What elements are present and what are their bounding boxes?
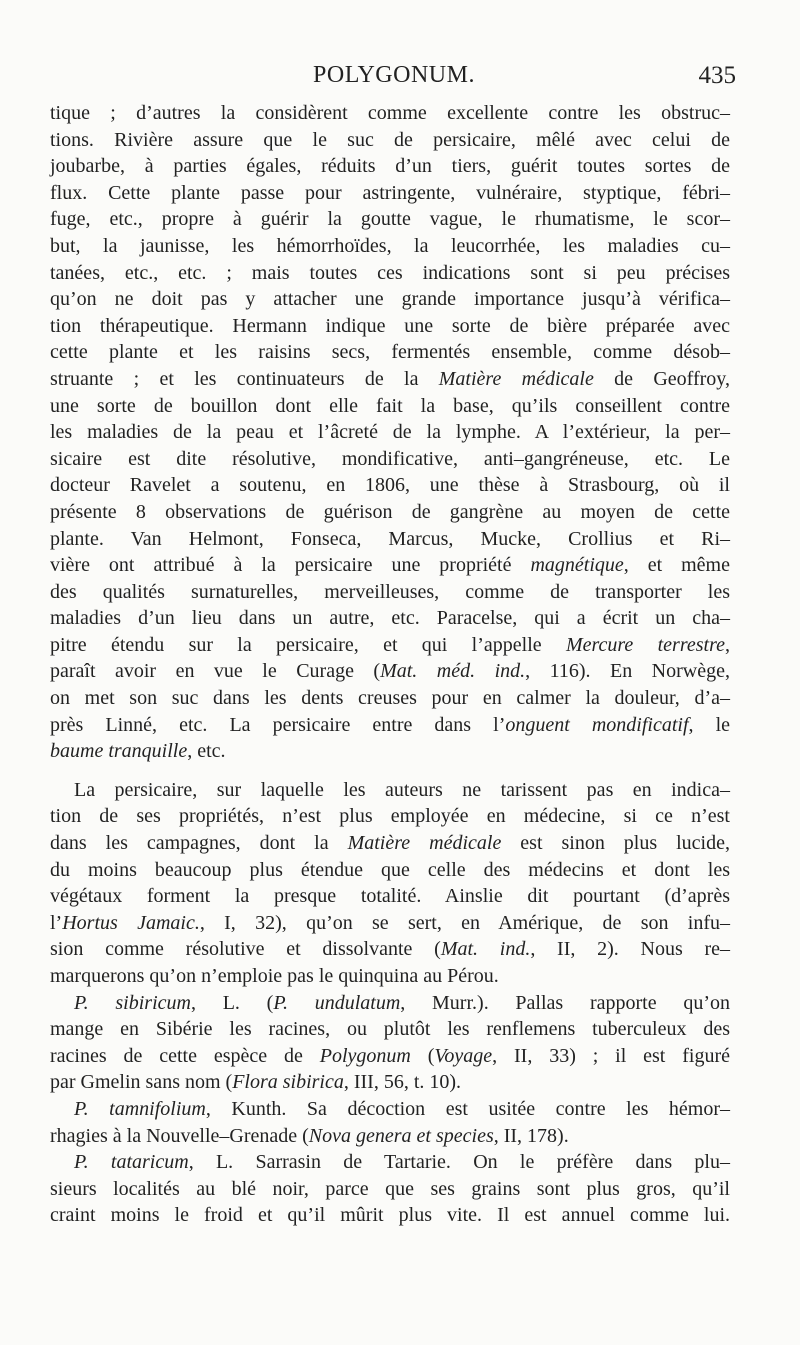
text-line: près Linné, etc. La persicaire entre dans l’onguent mondificatif, le <box>50 713 731 736</box>
text-line: marquerons qu’on n’emploie pas le quinquina au Pérou. <box>50 965 499 987</box>
text-line: une sorte de bouillon dont elle fait la base, qu’ils conseillent contre <box>50 394 730 417</box>
text-line: struante ; et les continuateurs de la Matière médicale de Geoffroy, <box>50 367 730 390</box>
text-line: on met son suc dans les dents creuses pour en calmer la douleur, d’a– <box>50 687 730 710</box>
text-line: tion thérapeutique. Hermann indique une sorte de bière préparée avec <box>50 314 730 337</box>
italic-term: Polygonum <box>319 1044 411 1067</box>
text-line: plante. Van Helmont, Fonseca, Marcus, Mucke, Crollius et Ri– <box>50 527 730 550</box>
body-text <box>50 100 730 1229</box>
page-number: 435 <box>698 62 736 89</box>
text-line: présente 8 observations de guérison de gangrène au moyen de cette <box>50 500 730 523</box>
italic-reference: Flora sibirica <box>232 1071 344 1094</box>
running-title: POLYGONUM. <box>313 62 475 88</box>
text-line: P. tamnifolium, Kunth. Sa décoction est usitée contre les hémor– <box>74 1097 730 1120</box>
species-name: P. tataricum <box>74 1151 189 1174</box>
text-line: docteur Ravelet a soutenu, en 1806, une thèse à Strasbourg, où il <box>50 474 730 497</box>
italic-reference: Voyage <box>434 1044 493 1067</box>
italic-term: onguent mondificatif <box>505 713 689 736</box>
text-line: sicaire est dite résolutive, mondificative, anti–gangréneuse, etc. Le <box>50 447 730 470</box>
text-line: des qualités surnaturelles, merveilleuses, comme de transporter les <box>50 580 730 603</box>
species-name: P. tamnifolium <box>74 1097 206 1120</box>
text-line: vière ont attribué à la persicaire une propriété magnétique, et même <box>50 554 730 577</box>
text-line: tique ; d’autres la considèrent comme excellente contre les obstruc– <box>50 102 730 124</box>
italic-title: Matière médicale <box>438 367 594 390</box>
text-line: tions. Rivière assure que le suc de persicaire, mêlé avec celui de <box>50 128 730 151</box>
text-line: les maladies de la peau et l’âcreté de la lymphe. A l’extérieur, la per– <box>50 421 730 444</box>
text-line: La persicaire, sur laquelle les auteurs ne tarissent pas en indica– <box>74 778 730 801</box>
text-line: craint moins le froid et qu’il mûrit plus vite. Il est annuel comme lui. <box>50 1204 730 1227</box>
italic-reference: Hortus Jamaic. <box>62 911 200 934</box>
text-line: paraît avoir en vue le Curage (Mat. méd. ind., 116). En Norwège, <box>50 660 730 683</box>
running-head <box>52 62 736 98</box>
text-line: joubarbe, à parties égales, réduits d’un tiers, guérit toutes sortes de <box>50 155 730 178</box>
text-line: végétaux forment la presque totalité. Ainslie dit pourtant (d’après <box>50 885 730 908</box>
text-line: but, la jaunisse, les hémorrhoïdes, la leucorrhée, les maladies cu– <box>50 234 730 257</box>
text-line: pitre étendu sur la persicaire, et qui l’appelle Mercure terrestre, <box>50 633 731 656</box>
text-line: tanées, etc., etc. ; mais toutes ces indications sont si peu précises <box>50 261 730 284</box>
text-line: dans les campagnes, dont la Matière médicale est sinon plus lucide, <box>50 832 730 855</box>
paragraph-gap <box>50 765 730 777</box>
italic-term: Mercure terrestre <box>565 633 726 656</box>
species-name: P. undulatum <box>273 991 401 1014</box>
italic-title: Matière médicale <box>347 832 502 855</box>
italic-reference: Mat. ind. <box>440 938 531 961</box>
text-line: tion de ses propriétés, n’est plus employée en médecine, si ce n’est <box>50 805 730 828</box>
text-line: cette plante et les raisins secs, fermentés ensemble, comme désob– <box>50 341 730 364</box>
text-line: P. tataricum, L. Sarrasin de Tartarie. On le préfère dans plu– <box>74 1151 730 1174</box>
text-line: qu’on ne doit pas y attacher une grande importance jusqu’à vérifica– <box>50 288 730 311</box>
text-line: racines de cette espèce de Polygonum (Voyage, II, 33) ; il est figuré <box>50 1044 730 1067</box>
text-line: par Gmelin sans nom (Flora sibirica, III, 56, t. 10). <box>50 1071 462 1094</box>
text-line: flux. Cette plante passe pour astringente, vulnéraire, styptique, fébri– <box>50 181 730 204</box>
italic-reference: Nova genera et species <box>308 1124 494 1147</box>
italic-term: baume tranquille <box>50 740 188 763</box>
italic-reference: Mat. méd. ind. <box>380 660 526 683</box>
text-line: l’Hortus Jamaic., I, 32), qu’on se sert, en Amérique, de son infu– <box>50 911 730 934</box>
text-line: sieurs localités au blé noir, parce que ses grains sont plus gros, qu’il <box>50 1177 730 1200</box>
text-line: rhagies à la Nouvelle–Grenade (Nova genera et species, II, 178). <box>50 1124 569 1147</box>
text-line: sion comme résolutive et dissolvante (Mat. ind., II, 2). Nous re– <box>50 938 730 961</box>
text-line: baume tranquille, etc. <box>50 740 226 763</box>
text-line: fuge, etc., propre à guérir la goutte vague, le rhumatisme, le scor– <box>50 208 730 231</box>
text-line: du moins beaucoup plus étendue que celle des médecins et dont les <box>50 858 730 881</box>
italic-term: magnétique <box>530 554 624 577</box>
text-line: maladies d’un lieu dans un autre, etc. Paracelse, qui a écrit un cha– <box>50 607 730 630</box>
species-name: P. sibiricum <box>74 991 191 1014</box>
text-line: P. sibiricum, L. (P. undulatum, Murr.). Pallas rapporte qu’on <box>74 991 730 1014</box>
text-line: mange en Sibérie les racines, ou plutôt les renflemens tuberculeux des <box>50 1018 730 1041</box>
